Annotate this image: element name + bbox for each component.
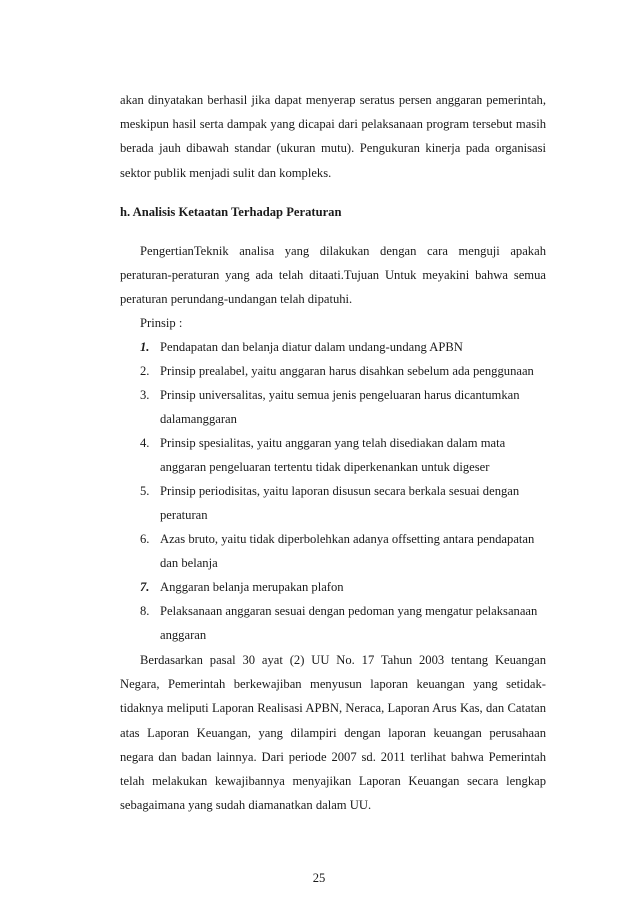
list-number: 5. xyxy=(140,484,150,498)
page-number: 25 xyxy=(312,871,326,885)
section-heading: h. Analisis Ketaatan Terhadap Peraturan xyxy=(120,205,342,219)
list-number: 1. xyxy=(140,340,150,354)
list-number: 7. xyxy=(140,580,150,594)
list-number: 3. xyxy=(140,388,150,402)
principles-list xyxy=(140,335,546,647)
list-item-text: Anggaran belanja merupakan plafon xyxy=(160,580,344,594)
list-number: 6. xyxy=(140,532,150,546)
list-item-text: Prinsip universalitas, yaitu semua jenis pengeluaran harus dicantumkan dalamanggaran xyxy=(160,388,520,426)
prinsip-label: Prinsip : xyxy=(140,316,183,330)
list-item-text: Pelaksanaan anggaran sesuai dengan pedoman yang mengatur pelaksanaan anggaran xyxy=(160,604,538,642)
list-item xyxy=(140,575,546,599)
list-item xyxy=(140,383,546,431)
list-item xyxy=(140,527,546,575)
list-number: 8. xyxy=(140,604,150,618)
list-item xyxy=(140,479,546,527)
list-number: 2. xyxy=(140,364,150,378)
paragraph-intro: akan dinyatakan berhasil jika dapat menyerap seratus persen anggaran pemerintah, meskipun hasil serta dampak yang dicapai dari pelaksanaan program tersebut masih berada jauh dibawah standar (ukuran mutu). Pengukuran kinerja pada organisasi sektor publik menjadi sulit dan kompleks. xyxy=(120,93,546,180)
list-item xyxy=(140,359,546,383)
list-item-text: Prinsip prealabel, yaitu anggaran harus disahkan sebelum ada penggunaan xyxy=(160,364,534,378)
list-item xyxy=(140,335,546,359)
list-item-text: Pendapatan dan belanja diatur dalam undang-undang APBN xyxy=(160,340,463,354)
paragraph-definition: PengertianTeknik analisa yang dilakukan dengan cara menguji apakah peraturan-peraturan yang ada telah ditaati.Tujuan Untuk meyakini bahwa semua peraturan perundang-undangan telah dipatuhi. xyxy=(120,244,546,307)
list-item-text: Prinsip spesialitas, yaitu anggaran yang telah disediakan dalam mata anggaran pengeluaran tertentu tidak diperkenankan untuk digeser xyxy=(160,436,506,474)
list-item-text: Azas bruto, yaitu tidak diperbolehkan adanya offsetting antara pendapatan dan belanja xyxy=(160,532,535,570)
list-item-text: Prinsip periodisitas, yaitu laporan disusun secara berkala sesuai dengan peraturan xyxy=(160,484,520,522)
list-item xyxy=(140,599,546,647)
list-number: 4. xyxy=(140,436,150,450)
paragraph-legal-basis: Berdasarkan pasal 30 ayat (2) UU No. 17 Tahun 2003 tentang Keuangan Negara, Pemerintah berkewajiban menyusun laporan keuangan yang setidak-tidaknya meliputi Laporan Realisasi APBN, Neraca, Laporan Arus Kas, dan Catatan atas Laporan Keuangan, yang dilampiri dengan laporan keuangan perusahaan negara dan badan lainnya. Dari periode 2007 sd. 2011 terlihat bahwa Pemerintah telah melakukan kewajibannya menyajikan Laporan Keuangan secara lengkap sebagaimana yang sudah diamanatkan dalam UU. xyxy=(120,653,546,813)
list-item xyxy=(140,431,546,479)
